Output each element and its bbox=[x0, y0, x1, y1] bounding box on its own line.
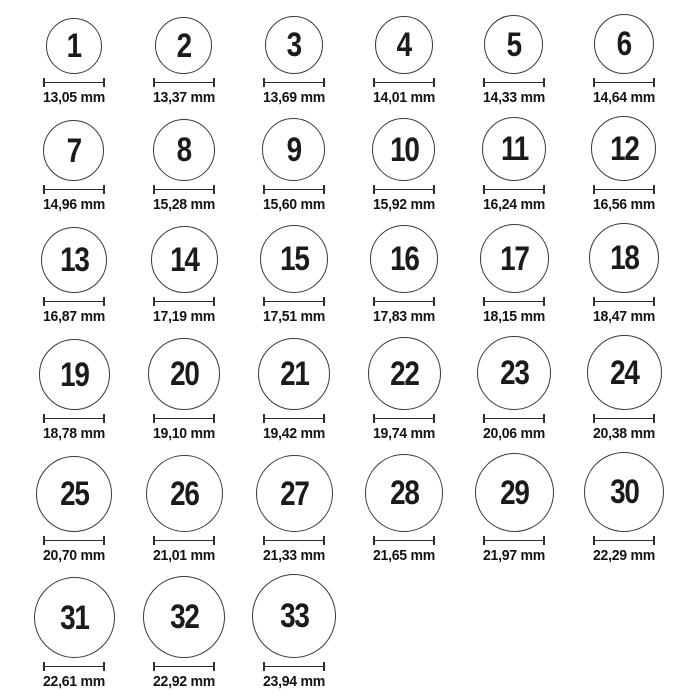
ring-circle bbox=[41, 227, 107, 293]
ring-size-cell bbox=[587, 335, 662, 442]
ring-circle bbox=[256, 455, 333, 532]
ring-size-number: 5 bbox=[506, 25, 522, 64]
diameter-label: 18,78 mm bbox=[42, 425, 106, 442]
ring-size-number: 28 bbox=[389, 474, 419, 512]
ring-size-number: 15 bbox=[279, 240, 309, 278]
diameter-ruler bbox=[43, 414, 105, 423]
diameter-label: 14,64 mm bbox=[592, 89, 656, 106]
ring-size-number: 27 bbox=[279, 474, 309, 513]
ring-size-number: 4 bbox=[396, 26, 412, 64]
ring-circle bbox=[484, 15, 543, 74]
diameter-ruler bbox=[483, 536, 545, 545]
diameter-ruler bbox=[373, 78, 435, 87]
diameter-label: 20,06 mm bbox=[482, 425, 546, 442]
ring-size-number: 18 bbox=[609, 239, 639, 277]
ring-size-cell bbox=[261, 118, 327, 213]
ring-size-cell bbox=[151, 17, 217, 106]
ring-size-number: 21 bbox=[279, 355, 309, 393]
diameter-label: 13,37 mm bbox=[152, 89, 216, 106]
ring-size-number: 11 bbox=[500, 130, 528, 168]
ring-size-cell bbox=[260, 225, 328, 325]
ring-size-number: 31 bbox=[59, 598, 89, 637]
diameter-label: 21,33 mm bbox=[262, 547, 326, 564]
diameter-label: 21,97 mm bbox=[482, 547, 546, 564]
diameter-label: 22,29 mm bbox=[592, 547, 656, 564]
diameter-label: 19,74 mm bbox=[372, 425, 436, 442]
ring-circle bbox=[36, 456, 112, 532]
ring-size-cell bbox=[480, 224, 549, 325]
ring-size-cell bbox=[36, 456, 112, 564]
diameter-ruler bbox=[263, 662, 325, 671]
diameter-ruler bbox=[593, 297, 655, 306]
ring-size-number: 9 bbox=[286, 130, 302, 169]
ring-size-cell bbox=[475, 453, 554, 564]
ring-size-number: 12 bbox=[609, 129, 639, 168]
diameter-label: 15,60 mm bbox=[262, 196, 326, 213]
diameter-ruler bbox=[43, 297, 105, 306]
ring-size-cell bbox=[252, 574, 336, 690]
diameter-label: 23,94 mm bbox=[262, 673, 326, 690]
ring-size-cell bbox=[41, 120, 107, 213]
diameter-label: 14,01 mm bbox=[372, 89, 436, 106]
ring-circle bbox=[370, 225, 438, 293]
diameter-ruler bbox=[373, 414, 435, 423]
ring-size-cell bbox=[368, 337, 441, 442]
ring-size-cell bbox=[261, 16, 327, 106]
ring-size-cell bbox=[148, 338, 220, 442]
diameter-label: 17,19 mm bbox=[152, 308, 216, 325]
diameter-ruler bbox=[373, 297, 435, 306]
diameter-ruler bbox=[153, 78, 215, 87]
diameter-label: 20,70 mm bbox=[42, 547, 106, 564]
diameter-label: 15,28 mm bbox=[152, 196, 216, 213]
diameter-label: 13,69 mm bbox=[262, 89, 326, 106]
ring-size-cell bbox=[477, 336, 551, 442]
ring-circle bbox=[265, 16, 323, 74]
ring-size-cell bbox=[370, 225, 438, 325]
diameter-label: 13,05 mm bbox=[42, 89, 106, 106]
diameter-ruler bbox=[373, 185, 435, 194]
ring-size-number: 10 bbox=[389, 130, 419, 169]
ring-circle bbox=[43, 120, 104, 181]
ring-size-number: 13 bbox=[59, 241, 89, 279]
ring-size-cell bbox=[258, 338, 330, 442]
diameter-label: 22,92 mm bbox=[152, 673, 216, 690]
ring-size-number: 23 bbox=[499, 354, 529, 392]
ring-size-number: 29 bbox=[499, 473, 529, 512]
diameter-label: 16,24 mm bbox=[482, 196, 546, 213]
diameter-ruler bbox=[153, 414, 215, 423]
ring-size-number: 6 bbox=[616, 25, 632, 63]
ring-size-cell bbox=[151, 119, 217, 213]
diameter-label: 16,87 mm bbox=[42, 308, 106, 325]
ring-size-number: 8 bbox=[176, 131, 192, 169]
ring-circle bbox=[587, 335, 662, 410]
ring-size-number: 26 bbox=[169, 474, 199, 513]
ring-circle bbox=[34, 577, 115, 658]
ring-size-number: 14 bbox=[169, 240, 199, 279]
diameter-ruler bbox=[263, 78, 325, 87]
ring-size-number: 30 bbox=[609, 473, 639, 511]
diameter-label: 17,83 mm bbox=[372, 308, 436, 325]
diameter-label: 14,33 mm bbox=[482, 89, 546, 106]
ring-circle bbox=[260, 225, 328, 293]
ring-size-number: 22 bbox=[389, 354, 419, 393]
diameter-ruler bbox=[153, 297, 215, 306]
diameter-ruler bbox=[263, 536, 325, 545]
ring-circle bbox=[258, 338, 330, 410]
ring-size-cell bbox=[371, 16, 437, 106]
ring-size-number: 32 bbox=[169, 598, 199, 636]
diameter-ruler bbox=[263, 414, 325, 423]
diameter-ruler bbox=[263, 185, 325, 194]
diameter-ruler bbox=[43, 185, 105, 194]
ring-size-cell bbox=[591, 14, 657, 106]
ring-circle bbox=[153, 119, 215, 181]
ring-size-number: 3 bbox=[286, 26, 302, 64]
ring-circle bbox=[589, 223, 659, 293]
ring-circle bbox=[475, 453, 554, 532]
ring-size-number: 19 bbox=[59, 355, 89, 394]
ring-size-number: 17 bbox=[499, 239, 529, 278]
ring-circle bbox=[143, 576, 225, 658]
ring-circle bbox=[594, 14, 654, 74]
ring-size-cell bbox=[371, 118, 437, 213]
ring-size-cell bbox=[39, 339, 110, 442]
diameter-ruler bbox=[593, 78, 655, 87]
ring-size-number: 16 bbox=[389, 240, 419, 278]
ring-size-number: 7 bbox=[66, 131, 82, 170]
ring-circle bbox=[584, 452, 664, 532]
ring-size-cell bbox=[151, 226, 218, 325]
ring-circle bbox=[151, 226, 218, 293]
diameter-label: 18,15 mm bbox=[482, 308, 546, 325]
ring-circle bbox=[365, 454, 443, 532]
diameter-ruler bbox=[373, 536, 435, 545]
diameter-label: 22,61 mm bbox=[42, 673, 106, 690]
diameter-ruler bbox=[483, 78, 545, 87]
diameter-ruler bbox=[43, 662, 105, 671]
ring-size-cell bbox=[584, 452, 664, 564]
diameter-label: 14,96 mm bbox=[42, 196, 106, 213]
diameter-label: 15,92 mm bbox=[372, 196, 436, 213]
diameter-ruler bbox=[263, 297, 325, 306]
ring-circle bbox=[480, 224, 549, 293]
ring-circle bbox=[252, 574, 336, 658]
ring-size-cell bbox=[143, 576, 225, 690]
ring-size-number: 24 bbox=[609, 353, 639, 392]
diameter-label: 20,38 mm bbox=[592, 425, 656, 442]
ring-circle bbox=[591, 116, 656, 181]
diameter-ruler bbox=[153, 662, 215, 671]
diameter-label: 19,10 mm bbox=[152, 425, 216, 442]
ring-size-cell bbox=[34, 577, 115, 690]
ring-circle bbox=[148, 338, 220, 410]
diameter-ruler bbox=[153, 185, 215, 194]
ring-circle bbox=[477, 336, 551, 410]
ring-circle bbox=[262, 118, 325, 181]
ring-circle bbox=[368, 337, 441, 410]
ring-size-number: 33 bbox=[279, 597, 309, 635]
diameter-ruler bbox=[593, 536, 655, 545]
ring-size-number: 20 bbox=[169, 355, 199, 393]
ring-circle bbox=[39, 339, 110, 410]
diameter-ruler bbox=[43, 78, 105, 87]
ring-size-cell bbox=[41, 18, 107, 106]
diameter-label: 19,42 mm bbox=[262, 425, 326, 442]
diameter-ruler bbox=[483, 414, 545, 423]
diameter-label: 21,65 mm bbox=[372, 547, 436, 564]
ring-size-cell bbox=[146, 455, 223, 564]
ring-size-cell bbox=[589, 223, 659, 325]
diameter-ruler bbox=[483, 297, 545, 306]
ring-size-cell bbox=[256, 455, 333, 564]
diameter-label: 17,51 mm bbox=[262, 308, 326, 325]
diameter-ruler bbox=[153, 536, 215, 545]
ring-circle bbox=[375, 16, 433, 74]
ring-size-cell bbox=[591, 116, 657, 213]
ring-size-number: 2 bbox=[176, 26, 192, 65]
diameter-label: 16,56 mm bbox=[592, 196, 656, 213]
ring-size-number: 1 bbox=[66, 27, 82, 65]
diameter-ruler bbox=[593, 414, 655, 423]
ring-size-cell bbox=[365, 454, 443, 564]
ring-circle bbox=[146, 455, 223, 532]
ring-size-number: 25 bbox=[59, 475, 89, 513]
diameter-ruler bbox=[483, 185, 545, 194]
ring-size-cell bbox=[41, 227, 107, 325]
ring-circle bbox=[46, 18, 102, 74]
diameter-label: 18,47 mm bbox=[592, 308, 656, 325]
ring-circle bbox=[482, 117, 546, 181]
ring-size-cell bbox=[481, 117, 547, 213]
ring-circle bbox=[372, 118, 435, 181]
diameter-label: 21,01 mm bbox=[152, 547, 216, 564]
diameter-ruler bbox=[43, 536, 105, 545]
ring-circle bbox=[155, 17, 212, 74]
ring-size-cell bbox=[481, 15, 547, 106]
diameter-ruler bbox=[593, 185, 655, 194]
